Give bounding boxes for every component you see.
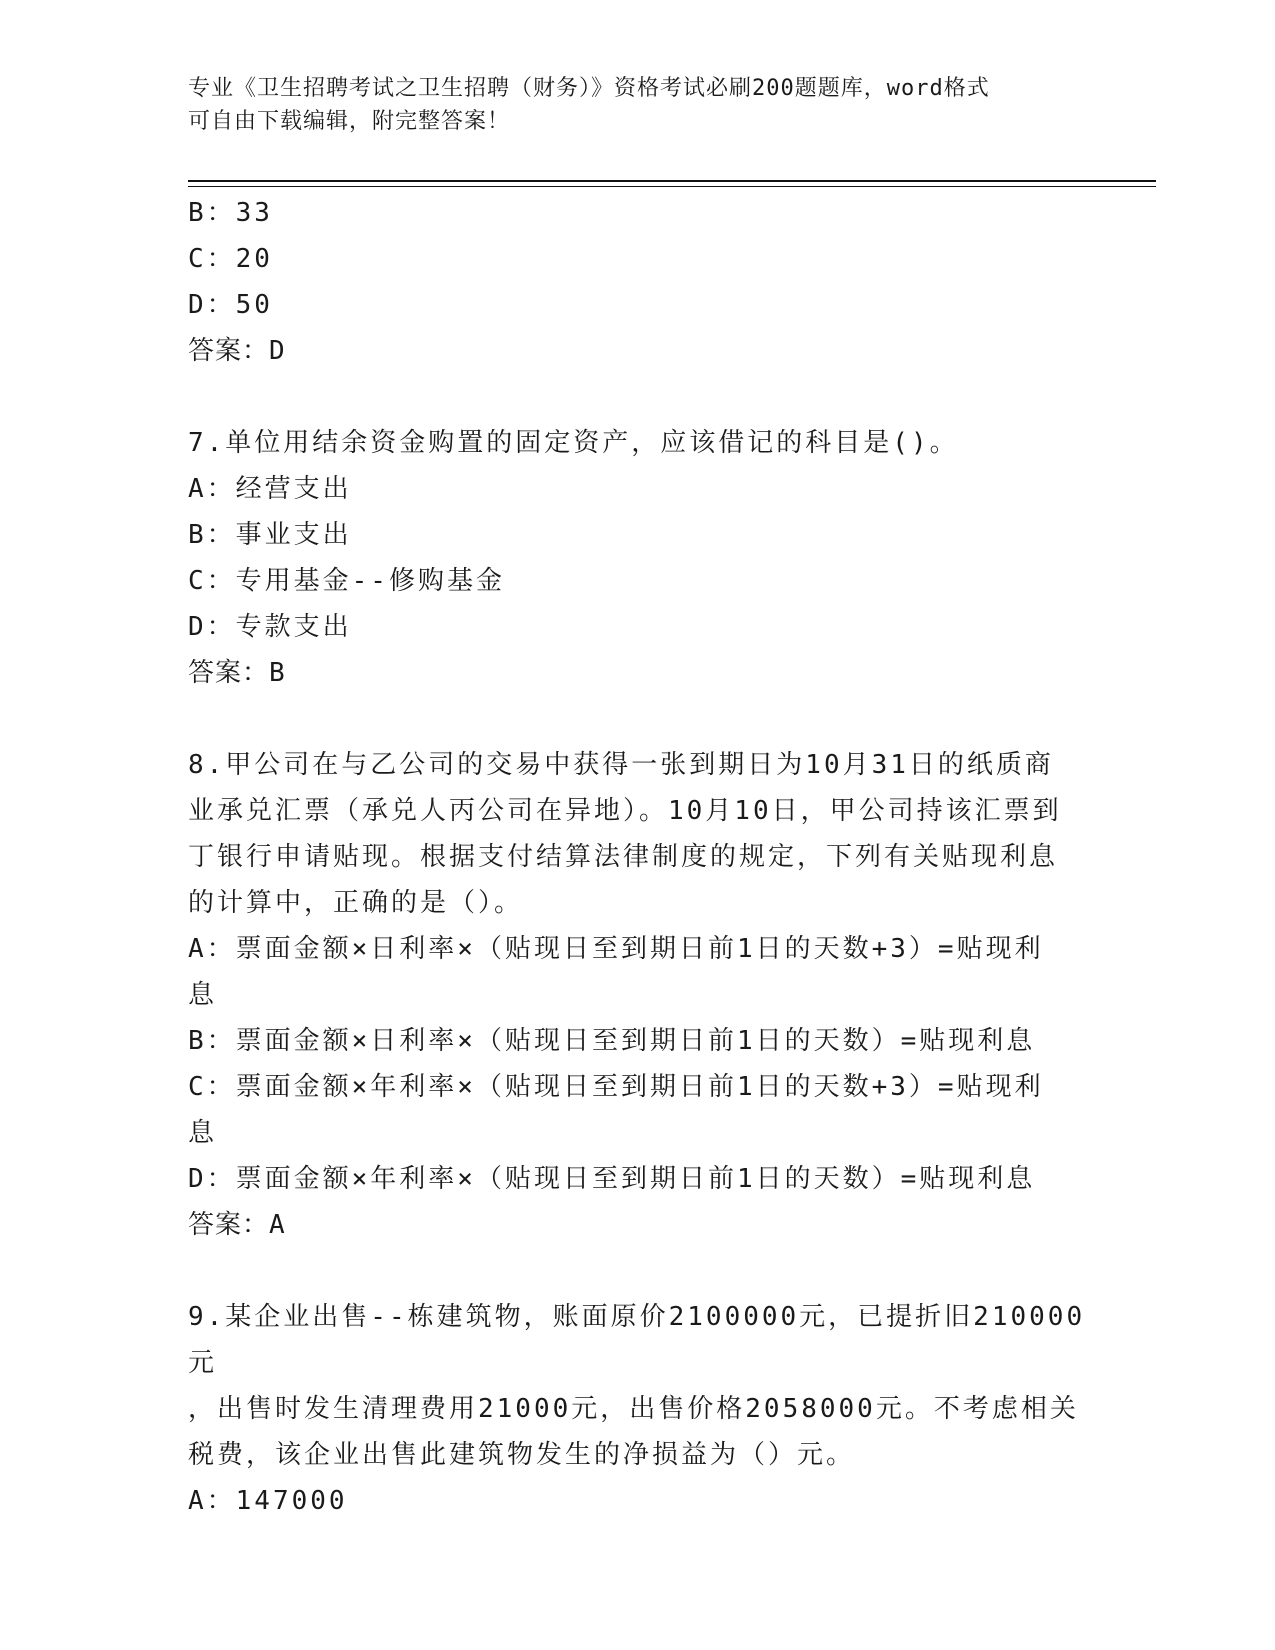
question-stem-line-1: 8.甲公司在与乙公司的交易中获得一张到期日为10月31日的纸质商 [188, 750, 1054, 780]
answer: 答案：D [188, 336, 286, 366]
option-d: D：50 [188, 290, 273, 320]
question-stem-line-2: 业承兑汇票（承兑人丙公司在异地）。10月10日，甲公司持该汇票到 [188, 796, 1062, 826]
option-c-line-1: C：票面金额×年利率×（贴现日至到期日前1日的天数+3）=贴现利 [188, 1072, 1044, 1102]
document-body [188, 190, 1088, 1524]
question-7 [188, 420, 1088, 696]
header-divider-thin [188, 186, 1156, 187]
option-a: A：147000 [188, 1486, 348, 1516]
question-stem-line-4: 的计算中，正确的是（）。 [188, 888, 524, 918]
question-stem-line-3: 税费，该企业出售此建筑物发生的净损益为（）元。 [188, 1440, 856, 1470]
question-8 [188, 742, 1088, 1248]
answer: 答案：A [188, 1210, 286, 1240]
option-b: B：33 [188, 198, 273, 228]
question-9 [188, 1294, 1088, 1524]
question-stem-line-2: ，出售时发生清理费用21000元，出售价格2058000元。不考虑相关 [188, 1394, 1079, 1424]
option-a-line-1: A：票面金额×日利率×（贴现日至到期日前1日的天数+3）=贴现利 [188, 934, 1044, 964]
spacer [188, 374, 1088, 420]
document-header [188, 72, 1088, 138]
option-c-line-2: 息 [188, 1118, 218, 1148]
option-b: B：事业支出 [188, 520, 352, 550]
option-a-line-2: 息 [188, 980, 218, 1010]
spacer [188, 1248, 1088, 1294]
spacer [188, 696, 1088, 742]
question-stem: 7.单位用结余资金购置的固定资产，应该借记的科目是()。 [188, 428, 959, 458]
header-line-1: 专业《卫生招聘考试之卫生招聘（财务）》资格考试必刷200题题库，word格式 [188, 76, 990, 101]
answer: 答案：B [188, 658, 286, 688]
option-a: A：经营支出 [188, 474, 352, 504]
question-stem-line-1: 9.某企业出售--栋建筑物，账面原价2100000元，已提折旧210000元 [188, 1302, 1086, 1378]
option-c: C：专用基金--修购基金 [188, 566, 505, 596]
question-6-continued [188, 190, 1088, 374]
question-stem-line-3: 丁银行申请贴现。根据支付结算法律制度的规定，下列有关贴现利息 [188, 842, 1059, 872]
option-b: B：票面金额×日利率×（贴现日至到期日前1日的天数）=贴现利息 [188, 1026, 1036, 1056]
header-divider-thick [188, 180, 1156, 182]
option-d: D：票面金额×年利率×（贴现日至到期日前1日的天数）=贴现利息 [188, 1164, 1036, 1194]
option-c: C：20 [188, 244, 273, 274]
header-line-2: 可自由下载编辑，附完整答案！ [188, 109, 511, 134]
option-d: D：专款支出 [188, 612, 352, 642]
